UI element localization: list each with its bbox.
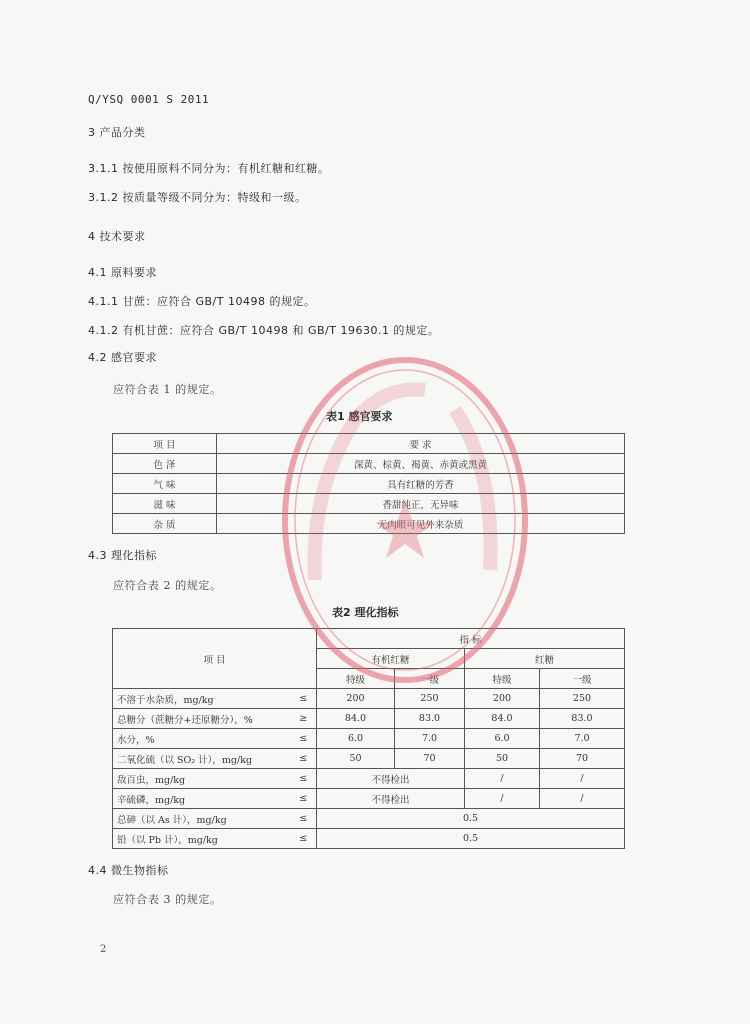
table1-cell: 滋 味: [113, 494, 217, 514]
section-3-1-2: 3.1.2 按质量等级不同分为：特级和一级。: [88, 191, 307, 204]
table2-grade: 特级: [465, 669, 540, 689]
table1-cell: 无肉眼可见外来杂质: [217, 514, 625, 534]
table1-cell: 气 味: [113, 474, 217, 494]
table2-item-name: 铅（以 Pb 计），mg/kg: [113, 829, 291, 849]
table-row: [113, 789, 625, 809]
table-row: [113, 689, 625, 709]
table2-value: /: [540, 789, 625, 809]
doc-code: Q/YSQ 0001 S 2011: [88, 93, 210, 106]
table-row: [113, 729, 625, 749]
table2-value: 200: [465, 689, 540, 709]
table2-header-item: 项 目: [113, 629, 317, 689]
table2-item-name: 不溶于水杂质，mg/kg: [113, 689, 291, 709]
table2-group-brown-sugar: 红糖: [465, 649, 625, 669]
table2-grade: 一级: [540, 669, 625, 689]
table2-grade: 特级: [317, 669, 395, 689]
table-row: [113, 514, 625, 534]
table2-value: /: [465, 789, 540, 809]
section-4-4-heading: 4.4 微生物指标: [88, 864, 169, 877]
table2-value: 7.0: [395, 729, 465, 749]
table2-value: 70: [540, 749, 625, 769]
table2-operator: ≤: [291, 809, 317, 829]
table2-value-merged: 0.5: [317, 809, 625, 829]
section-4-3-text: 应符合表 2 的规定。: [113, 579, 222, 592]
section-4-1-1: 4.1.1 甘蔗：应符合 GB/T 10498 的规定。: [88, 295, 316, 308]
table-row: [113, 454, 625, 474]
table-row: [113, 494, 625, 514]
table-row: [113, 809, 625, 829]
section-4-heading: 4 技术要求: [88, 230, 146, 243]
table2-operator: ≤: [291, 729, 317, 749]
table2-value: 6.0: [465, 729, 540, 749]
table2-value: 7.0: [540, 729, 625, 749]
table2-item-name: 总砷（以 As 计），mg/kg: [113, 809, 291, 829]
table2-operator: ≤: [291, 769, 317, 789]
table1-cell: 杂 质: [113, 514, 217, 534]
table-row: [113, 749, 625, 769]
table2-operator: ≤: [291, 789, 317, 809]
section-4-3-heading: 4.3 理化指标: [88, 549, 157, 562]
page-number: 2: [100, 944, 107, 955]
table2-value-merged: 0.5: [317, 829, 625, 849]
table1-cell: 香甜纯正，无异味: [217, 494, 625, 514]
table2-operator: ≤: [291, 749, 317, 769]
table2-item-name: 敌百虫，mg/kg: [113, 769, 291, 789]
table1-sensory: [112, 433, 625, 534]
table2-header-row: [113, 629, 625, 649]
table2-operator: ≥: [291, 709, 317, 729]
table2-physicochemical: [112, 628, 625, 849]
table2-value-merged: 不得检出: [317, 769, 465, 789]
table1-cell: 色 泽: [113, 454, 217, 474]
table2-item-name: 水分，%: [113, 729, 291, 749]
table2-item-name: 辛硫磷，mg/kg: [113, 789, 291, 809]
table-row: [113, 709, 625, 729]
section-4-1-heading: 4.1 原料要求: [88, 266, 157, 279]
table2-value: 250: [540, 689, 625, 709]
table-row: [113, 474, 625, 494]
table1-header-requirement: 要 求: [217, 434, 625, 454]
section-4-2-heading: 4.2 感官要求: [88, 351, 157, 364]
table2-value: /: [540, 769, 625, 789]
table2-item-name: 二氧化硫（以 SO₂ 计），mg/kg: [113, 749, 291, 769]
table2-value-merged: 不得检出: [317, 789, 465, 809]
table2-value: 50: [317, 749, 395, 769]
section-3-heading: 3 产品分类: [88, 126, 146, 139]
table1-caption: 表1 感官要求: [326, 410, 393, 423]
table2-caption: 表2 理化指标: [332, 606, 399, 619]
table2-value: 84.0: [317, 709, 395, 729]
table2-value: 250: [395, 689, 465, 709]
table1-cell: 深黄、棕黄、褐黄、赤黄或黑黄: [217, 454, 625, 474]
section-3-1-1: 3.1.1 按使用原料不同分为：有机红糖和红糖。: [88, 162, 330, 175]
table2-value: 83.0: [395, 709, 465, 729]
table2-value: 6.0: [317, 729, 395, 749]
table2-value: 83.0: [540, 709, 625, 729]
table1-cell: 具有红糖的芳香: [217, 474, 625, 494]
section-4-2-text: 应符合表 1 的规定。: [113, 383, 222, 396]
section-4-1-2: 4.1.2 有机甘蔗：应符合 GB/T 10498 和 GB/T 19630.1 的规定。: [88, 324, 440, 337]
table2-operator: ≤: [291, 829, 317, 849]
table1-header-item: 项 目: [113, 434, 217, 454]
table-row: [113, 769, 625, 789]
table2-value: /: [465, 769, 540, 789]
section-4-4-text: 应符合表 3 的规定。: [113, 893, 222, 906]
table-row: [113, 829, 625, 849]
table2-group-organic: 有机红糖: [317, 649, 465, 669]
table2-value: 200: [317, 689, 395, 709]
table2-header-index: 指 标: [317, 629, 625, 649]
table2-value: 70: [395, 749, 465, 769]
table2-item-name: 总糖分（蔗糖分+还原糖分），%: [113, 709, 291, 729]
table2-value: 50: [465, 749, 540, 769]
table2-grade: 一级: [395, 669, 465, 689]
table1-header-row: [113, 434, 625, 454]
table2-operator: ≤: [291, 689, 317, 709]
table2-value: 84.0: [465, 709, 540, 729]
